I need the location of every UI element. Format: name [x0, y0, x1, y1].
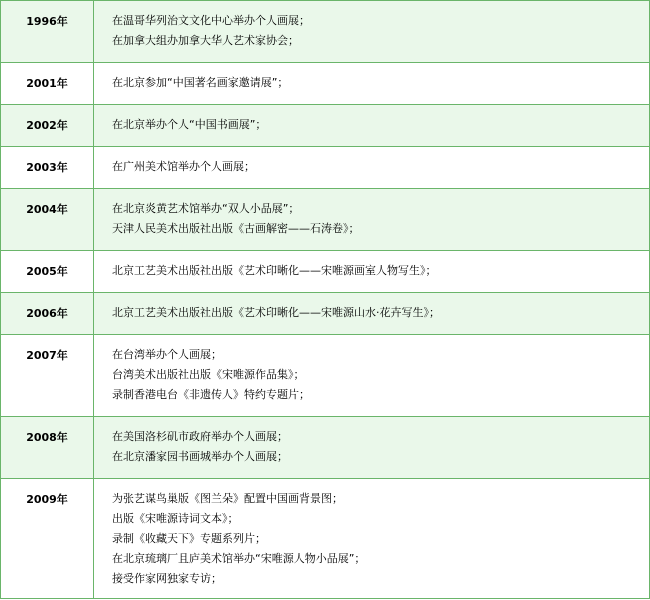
event-cell [94, 479, 649, 598]
timeline-row [0, 417, 650, 479]
event-line: 在北京炎黄艺术馆举办“双人小品展”； [112, 202, 300, 215]
timeline-row [0, 189, 650, 251]
event-line: 在北京琉璃厂且庐美术馆举办“宋唯源人物小品展”； [112, 552, 366, 565]
event-line: 在北京潘家园书画城举办个人画展； [112, 450, 288, 463]
year-cell: 2009年 [1, 479, 94, 598]
event-line: 在北京参加“中国著名画家邀请展”； [112, 76, 289, 89]
event-line: 为张艺谋鸟巢版《图兰朵》配置中国画背景图； [112, 492, 343, 505]
event-cell [94, 1, 649, 62]
timeline-row [0, 251, 650, 293]
event-line: 在北京举办个人“中国书画展”； [112, 118, 267, 131]
event-cell [94, 105, 649, 146]
event-cell [94, 147, 649, 188]
year-cell: 2008年 [1, 417, 94, 478]
event-line: 北京工艺美术出版社出版《艺术印晰化——宋唯源山水·花卉写生》； [112, 306, 440, 319]
year-cell: 2006年 [1, 293, 94, 334]
event-line: 天津人民美术出版社出版《古画解密——石涛卷》； [112, 222, 360, 235]
event-line: 在温哥华列治文文化中心举办个人画展； [112, 14, 310, 27]
year-cell: 2001年 [1, 63, 94, 104]
event-line: 出版《宋唯源诗词文本》； [112, 512, 239, 525]
event-cell [94, 63, 649, 104]
event-line: 在广州美术馆举办个人画展； [112, 160, 255, 173]
timeline-row [0, 105, 650, 147]
event-line: 录制《收藏天下》专题系列片； [112, 532, 266, 545]
event-line: 台湾美术出版社出版《宋唯源作品集》； [112, 368, 305, 381]
year-cell: 2004年 [1, 189, 94, 250]
year-cell: 2005年 [1, 251, 94, 292]
event-line: 北京工艺美术出版社出版《艺术印晰化——宋唯源画室人物写生》； [112, 264, 437, 277]
event-line: 在台湾举办个人画展； [112, 348, 222, 361]
year-cell: 2003年 [1, 147, 94, 188]
event-cell [94, 417, 649, 478]
year-cell: 2002年 [1, 105, 94, 146]
timeline-row [0, 63, 650, 105]
event-line: 录制香港电台《非遗传人》特约专题片； [112, 388, 310, 401]
event-cell [94, 293, 649, 334]
event-cell [94, 251, 649, 292]
timeline-row [0, 479, 650, 599]
event-cell [94, 189, 649, 250]
timeline-row [0, 335, 650, 417]
timeline-row [0, 293, 650, 335]
event-line: 接受作家网独家专访； [112, 572, 222, 585]
timeline-row [0, 1, 650, 63]
event-line: 在美国洛杉矶市政府举办个人画展； [112, 430, 288, 443]
year-cell: 2007年 [1, 335, 94, 416]
event-cell [94, 335, 649, 416]
event-line: 在加拿大组办加拿大华人艺术家协会； [112, 34, 299, 47]
timeline-row [0, 147, 650, 189]
year-cell: 1996年 [1, 1, 94, 62]
